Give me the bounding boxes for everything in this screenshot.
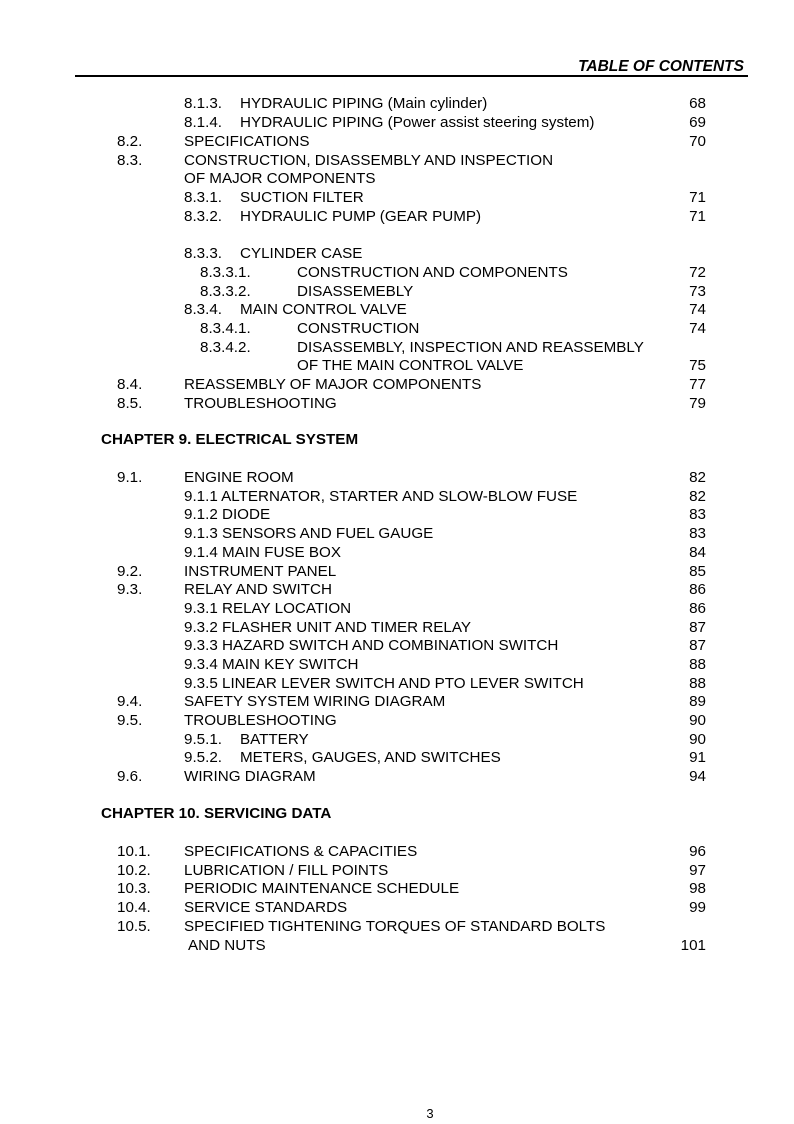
toc-entry [0, 619, 794, 638]
toc-entry-number: 8.3.4. [184, 301, 222, 318]
toc-entry-number: 8.1.4. [184, 114, 222, 131]
toc-entry [0, 880, 794, 899]
toc-entry [0, 320, 794, 339]
chapter-heading: CHAPTER 9. ELECTRICAL SYSTEM [101, 431, 359, 448]
toc-entry [0, 469, 794, 488]
toc-entry-page: 88 [689, 656, 706, 673]
toc-entry-title: SAFETY SYSTEM WIRING DIAGRAM [184, 693, 446, 710]
page-header-title: TABLE OF CONTENTS [578, 58, 744, 75]
toc-entry-title: INSTRUMENT PANEL [184, 563, 337, 580]
toc-entry-title: HYDRAULIC PIPING (Main cylinder) [240, 95, 488, 112]
toc-entry-page: 90 [689, 731, 706, 748]
toc-entry-page: 82 [689, 469, 706, 486]
toc-entry [0, 170, 794, 189]
toc-entry-page: 82 [689, 488, 706, 505]
toc-entry-title: 9.3.3 HAZARD SWITCH AND COMBINATION SWITCH [184, 637, 559, 654]
toc-entry-title: PERIODIC MAINTENANCE SCHEDULE [184, 880, 460, 897]
toc-entry-page: 71 [689, 189, 706, 206]
toc-entry-page: 74 [689, 301, 706, 318]
toc-entry-number: 9.3. [117, 581, 143, 598]
toc-entry-number: 8.3.1. [184, 189, 222, 206]
toc-entry-title: WIRING DIAGRAM [184, 768, 316, 785]
toc-entry-title: SPECIFIED TIGHTENING TORQUES OF STANDARD BOLTS [184, 918, 606, 935]
toc-entry-title: HYDRAULIC PIPING (Power assist steering system) [240, 114, 595, 131]
toc-entry-page: 71 [689, 208, 706, 225]
toc-entry [0, 525, 794, 544]
toc-entry [0, 208, 794, 227]
toc-entry [0, 133, 794, 152]
toc-entry [0, 357, 794, 376]
toc-entry-page: 75 [689, 357, 706, 374]
toc-entry-number: 8.3.3.2. [200, 283, 251, 300]
toc-entry [0, 152, 794, 171]
toc-entry [0, 376, 794, 395]
toc-entry [0, 581, 794, 600]
toc-entry [0, 544, 794, 563]
toc-entry-title: CONSTRUCTION [297, 320, 420, 337]
toc-entry-page: 91 [689, 749, 706, 766]
toc-entry [0, 712, 794, 731]
toc-entry-page: 73 [689, 283, 706, 300]
toc-entry-number: 8.3.3. [184, 245, 222, 262]
toc-entry-title: BATTERY [240, 731, 309, 748]
toc-entry [0, 506, 794, 525]
toc-entry [0, 693, 794, 712]
toc-entry-title: 9.3.4 MAIN KEY SWITCH [184, 656, 359, 673]
toc-entry-number: 8.4. [117, 376, 143, 393]
toc-entry-number: 8.3.3.1. [200, 264, 251, 281]
toc-entry-title: REASSEMBLY OF MAJOR COMPONENTS [184, 376, 482, 393]
toc-entry-page: 70 [689, 133, 706, 150]
toc-entry-title: TROUBLESHOOTING [184, 395, 337, 412]
toc-entry [0, 264, 794, 283]
toc-entry-page: 97 [689, 862, 706, 879]
toc-entry [0, 339, 794, 358]
toc-entry-number: 9.2. [117, 563, 143, 580]
toc-entry-number: 9.5.2. [184, 749, 222, 766]
toc-entry [0, 675, 794, 694]
toc-entry-title: CYLINDER CASE [240, 245, 363, 262]
toc-entry [0, 637, 794, 656]
toc-entry [0, 918, 794, 937]
toc-entry-page: 88 [689, 675, 706, 692]
toc-entry-number: 9.6. [117, 768, 143, 785]
toc-entry-number: 8.3.4.1. [200, 320, 251, 337]
toc-entry-page: 89 [689, 693, 706, 710]
toc-entry [0, 395, 794, 414]
toc-entry-page: 72 [689, 264, 706, 281]
toc-entry [0, 656, 794, 675]
toc-entry-page: 98 [689, 880, 706, 897]
toc-entry-title: 9.1.3 SENSORS AND FUEL GAUGE [184, 525, 434, 542]
toc-entry-title: SERVICE STANDARDS [184, 899, 348, 916]
toc-entry-title: 9.1.2 DIODE [184, 506, 271, 523]
toc-entry-title: CONSTRUCTION, DISASSEMBLY AND INSPECTION [184, 152, 554, 169]
toc-entry-title: 9.3.1 RELAY LOCATION [184, 600, 352, 617]
toc-entry-title: LUBRICATION / FILL POINTS [184, 862, 389, 879]
toc-entry-page: 87 [689, 637, 706, 654]
toc-entry-title: ENGINE ROOM [184, 469, 294, 486]
toc-entry-page: 86 [689, 600, 706, 617]
toc-entry-title: SPECIFICATIONS [184, 133, 310, 150]
toc-entry-title: TROUBLESHOOTING [184, 712, 337, 729]
toc-entry [0, 563, 794, 582]
toc-entry-number: 8.1.3. [184, 95, 222, 112]
toc-entry [0, 768, 794, 787]
toc-entry-page: 87 [689, 619, 706, 636]
toc-entry [0, 114, 794, 133]
toc-entry-number: 8.3.4.2. [200, 339, 251, 356]
toc-entry-number: 10.2. [117, 862, 151, 879]
toc-entry-number: 9.5.1. [184, 731, 222, 748]
toc-entry-number: 8.3. [117, 152, 143, 169]
toc-entry-title: RELAY AND SWITCH [184, 581, 332, 598]
toc-entry-title: HYDRAULIC PUMP (GEAR PUMP) [240, 208, 482, 225]
toc-entry-title: SUCTION FILTER [240, 189, 364, 206]
toc-entry-title: DISASSEMEBLY [297, 283, 414, 300]
page-number: 3 [426, 1106, 434, 1121]
toc-entry-number: 10.4. [117, 899, 151, 916]
toc-entry-title: 9.1.4 MAIN FUSE BOX [184, 544, 341, 561]
toc-entry [0, 937, 794, 956]
toc-entry [0, 283, 794, 302]
toc-entry-page: 86 [689, 581, 706, 598]
toc-entry-number: 9.1. [117, 469, 143, 486]
toc-entry-title: DISASSEMBLY, INSPECTION AND REASSEMBLY [297, 339, 644, 356]
toc-entry-page: 84 [689, 544, 706, 561]
toc-entry [0, 862, 794, 881]
toc-entry-page: 69 [689, 114, 706, 131]
toc-entry [0, 95, 794, 114]
toc-entry-title: CONSTRUCTION AND COMPONENTS [297, 264, 568, 281]
toc-entry [0, 245, 794, 264]
toc-entry-page: 74 [689, 320, 706, 337]
toc-entry-title: 9.3.2 FLASHER UNIT AND TIMER RELAY [184, 619, 471, 636]
toc-entry-page: 96 [689, 843, 706, 860]
toc-entry-number: 10.1. [117, 843, 151, 860]
toc-entry [0, 488, 794, 507]
toc-entry-page: 94 [689, 768, 706, 785]
toc-entry-page: 79 [689, 395, 706, 412]
toc-entry-title: OF THE MAIN CONTROL VALVE [297, 357, 524, 374]
toc-entry-page: 90 [689, 712, 706, 729]
toc-entry-title: SPECIFICATIONS & CAPACITIES [184, 843, 418, 860]
toc-entry-page: 83 [689, 506, 706, 523]
toc-entry-number: 8.2. [117, 133, 143, 150]
toc-entry-title: 9.3.5 LINEAR LEVER SWITCH AND PTO LEVER SWITCH [184, 675, 584, 692]
toc-entry [0, 731, 794, 750]
toc-entry-number: 9.5. [117, 712, 143, 729]
toc-entry [0, 600, 794, 619]
toc-entry-number: 8.3.2. [184, 208, 222, 225]
toc-entry [0, 843, 794, 862]
toc-entry [0, 749, 794, 768]
toc-entry-title: AND NUTS [188, 937, 266, 954]
toc-entry-page: 68 [689, 95, 706, 112]
toc-entry-title: OF MAJOR COMPONENTS [184, 170, 376, 187]
toc-entry-title: METERS, GAUGES, AND SWITCHES [240, 749, 501, 766]
toc-entry-page: 99 [689, 899, 706, 916]
toc-entry [0, 301, 794, 320]
chapter-heading: CHAPTER 10. SERVICING DATA [101, 805, 332, 822]
toc-entry-number: 9.4. [117, 693, 143, 710]
toc-entry [0, 189, 794, 208]
toc-entry-title: 9.1.1 ALTERNATOR, STARTER AND SLOW-BLOW FUSE [184, 488, 578, 505]
toc-entry-page: 85 [689, 563, 706, 580]
toc-entry-number: 8.5. [117, 395, 143, 412]
toc-entry-page: 77 [689, 376, 706, 393]
toc-entry-number: 10.3. [117, 880, 151, 897]
toc-entry-number: 10.5. [117, 918, 151, 935]
toc-entry-page: 83 [689, 525, 706, 542]
toc-entry-title: MAIN CONTROL VALVE [240, 301, 407, 318]
toc-entry-page: 101 [680, 937, 706, 954]
toc-entry [0, 899, 794, 918]
